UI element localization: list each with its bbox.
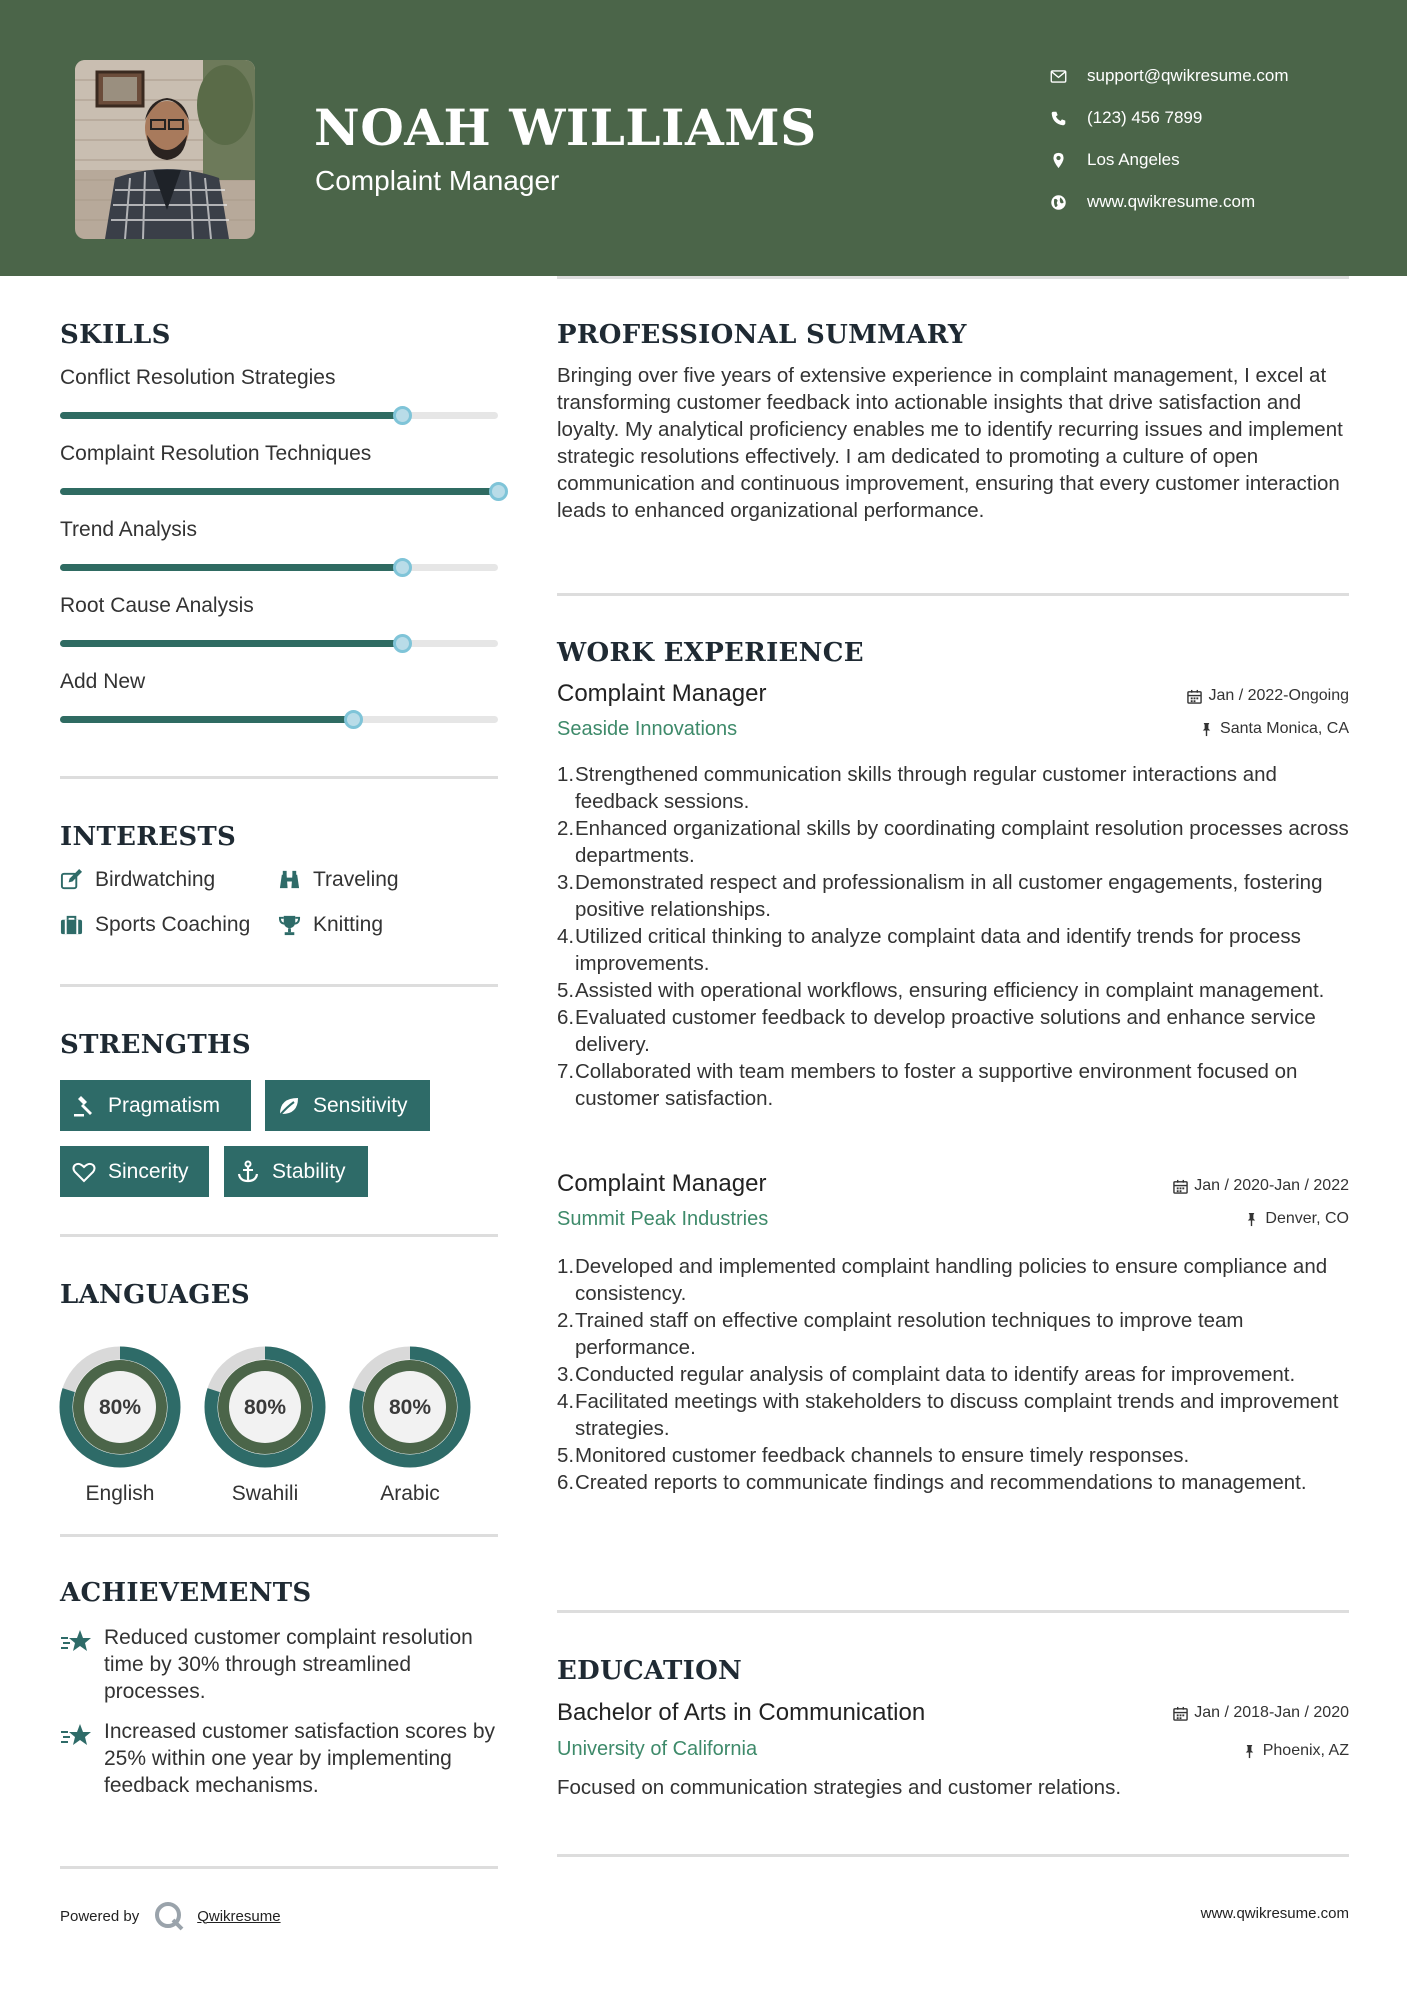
achievements-section (60, 1578, 498, 1818)
skill-bar (60, 716, 498, 723)
skills-divider (60, 776, 498, 779)
job-role: Complaint Manager (557, 1170, 767, 1197)
resume-header (0, 0, 1407, 276)
job-bullet: 2. Trained staff on effective complaint resolution techniques to improve team performance. (557, 1309, 1244, 1359)
footer-powered-by (60, 1900, 281, 1932)
education-dates-text: Jan / 2018-Jan / 2020 (1194, 1704, 1349, 1721)
achievement-item (60, 1624, 498, 1705)
language-ring (59, 1346, 181, 1468)
interests-section (60, 822, 498, 936)
strength-badge (224, 1146, 368, 1197)
achievements-divider (60, 1866, 498, 1869)
job-company: Seaside Innovations (557, 718, 738, 740)
strength-badge (60, 1146, 209, 1197)
achievements-title: ACHIEVEMENTS (60, 1578, 312, 1608)
job-bullet: 4. Utilized critical thinking to analyze complaint data and identify trends for process improvements. (557, 925, 1301, 975)
contact-location-text: Los Angeles (1087, 150, 1180, 169)
edit-icon (60, 869, 83, 892)
job-bullets (557, 1253, 1349, 1496)
strength-label: Sensitivity (313, 1093, 408, 1117)
education-title: EDUCATION (557, 1656, 743, 1686)
skill-name: Root Cause Analysis (60, 594, 254, 617)
education-section (557, 1656, 1349, 1799)
brand-link[interactable]: Qwikresume (197, 1907, 281, 1925)
education-location-text: Phoenix, AZ (1262, 1742, 1349, 1759)
briefcase-icon (60, 914, 83, 937)
qwikresume-logo-icon (153, 1900, 185, 1932)
job-location-text: Denver, CO (1265, 1210, 1349, 1227)
job-dates (1173, 1177, 1349, 1195)
contact-list (1050, 55, 1380, 223)
language-item (349, 1346, 471, 1506)
interest-label: Birdwatching (95, 868, 216, 891)
contact-email-text: support@qwikresume.com (1087, 66, 1289, 85)
languages-title: LANGUAGES (60, 1280, 250, 1310)
job-bullet: 3. Conducted regular analysis of complaint data to identify areas for improvement. (557, 1363, 1296, 1386)
job-role: Complaint Manager (557, 680, 767, 707)
pushpin-icon (1199, 722, 1214, 737)
language-percent: 80% (243, 1396, 287, 1419)
envelope-icon (1050, 68, 1087, 85)
strength-badge (265, 1080, 430, 1131)
job-dates (1187, 687, 1349, 705)
skill-name: Add New (60, 670, 146, 693)
map-pin-icon (1050, 152, 1087, 169)
experience-title: WORK EXPERIENCE (557, 638, 864, 668)
trophy-icon (278, 914, 301, 937)
strength-badge (60, 1080, 251, 1131)
strengths-divider (60, 1234, 498, 1237)
calendar-icon (1173, 1179, 1188, 1194)
experience-divider (557, 1610, 1349, 1613)
pushpin-icon (1244, 1212, 1259, 1227)
job-bullet: 3. Demonstrated respect and professionalism in all customer engagements, fostering positive relationships. (557, 871, 1323, 921)
contact-phone[interactable] (1050, 97, 1380, 139)
languages-divider (60, 1534, 498, 1537)
header-underline (557, 276, 1349, 279)
interests-title: INTERESTS (60, 822, 237, 852)
interest-label: Sports Coaching (95, 913, 251, 936)
achievement-text: Increased customer satisfaction scores by 25% within one year by implementing feedback mechanisms. (104, 1720, 496, 1797)
skill-item (60, 624, 498, 700)
job-location-text: Santa Monica, CA (1220, 720, 1349, 737)
skill-name: Complaint Resolution Techniques (60, 442, 372, 465)
globe-icon (1050, 194, 1087, 211)
summary-title: PROFESSIONAL SUMMARY (557, 320, 967, 350)
calendar-icon (1187, 689, 1202, 704)
strength-label: Pragmatism (108, 1093, 221, 1117)
education-location (1242, 1742, 1349, 1760)
interest-label: Traveling (313, 868, 399, 891)
job-bullet: 2. Enhanced organizational skills by coordinating complaint resolution processes across departments. (557, 817, 1349, 867)
contact-phone-text: (123) 456 7899 (1087, 108, 1203, 127)
job-bullet: 5. Assisted with operational workflows, ensuring efficiency in complaint management. (557, 979, 1325, 1002)
language-item (59, 1346, 181, 1506)
achievement-text: Reduced customer complaint resolution time by 30% through streamlined processes. (104, 1626, 473, 1703)
interest-label: Knitting (313, 913, 384, 936)
job-bullet: 6. Created reports to communicate findings and recommendations to management. (557, 1471, 1307, 1494)
contact-website-text: www.qwikresume.com (1087, 192, 1256, 211)
candidate-title: Complaint Manager (315, 165, 560, 196)
footer-url[interactable]: www.qwikresume.com (1200, 1905, 1349, 1922)
language-percent: 80% (98, 1396, 142, 1419)
job-entry (557, 680, 1349, 1110)
language-item (204, 1346, 326, 1506)
strength-label: Sincerity (108, 1159, 189, 1183)
job-entry (557, 1170, 1349, 1494)
education-description: Focused on communication strategies and customer relations. (557, 1776, 1122, 1799)
language-name: English (85, 1482, 155, 1505)
skill-item (60, 396, 498, 472)
skill-name: Trend Analysis (60, 518, 197, 541)
experience-section (557, 638, 1349, 1494)
contact-email[interactable] (1050, 55, 1380, 97)
candidate-name: NOAH WILLIAMS (314, 98, 817, 157)
skill-name: Conflict Resolution Strategies (60, 366, 336, 389)
calendar-icon (1173, 1706, 1188, 1721)
education-school: University of California (557, 1738, 758, 1760)
education-dates (1173, 1704, 1349, 1722)
job-bullet: 7. Collaborated with team members to foster a supportive environment focused on customer satisfaction. (557, 1060, 1298, 1110)
interest-item (278, 913, 383, 937)
job-bullet: 6. Evaluated customer feedback to develop proactive solutions and enhance service delivery. (557, 1006, 1316, 1056)
education-divider (557, 1854, 1349, 1857)
powered-by-label: Powered by (60, 1907, 140, 1925)
interests-divider (60, 984, 498, 987)
strengths-section (60, 1030, 498, 1200)
binoculars-icon (278, 869, 301, 892)
contact-location (1050, 139, 1380, 181)
job-bullet: 5. Monitored customer feedback channels to ensure timely responses. (557, 1444, 1190, 1467)
language-ring (349, 1346, 471, 1468)
summary-section (557, 320, 1349, 524)
summary-divider (557, 593, 1349, 596)
job-bullet: 1. Developed and implemented complaint handling policies to ensure compliance and consistency. (557, 1255, 1328, 1305)
job-company: Summit Peak Industries (557, 1208, 769, 1230)
gavel-icon (72, 1094, 96, 1118)
language-name: Arabic (380, 1482, 440, 1505)
languages-section (60, 1280, 498, 1505)
skill-bar-fill (60, 716, 353, 723)
achievement-item (60, 1718, 498, 1799)
skills-title: SKILLS (60, 320, 171, 350)
strengths-title: STRENGTHS (60, 1030, 251, 1060)
education-degree: Bachelor of Arts in Communication (557, 1699, 926, 1726)
job-bullet: 4. Facilitated meetings with stakeholders to discuss complaint trends and improvement strategies. (557, 1390, 1339, 1440)
language-percent: 80% (388, 1396, 432, 1419)
job-location (1244, 1210, 1349, 1228)
interest-item (60, 913, 250, 937)
skill-item (60, 320, 498, 396)
phone-icon (1050, 110, 1087, 127)
job-bullets (557, 761, 1349, 1112)
skills-section (60, 320, 498, 693)
leaf-icon (277, 1094, 301, 1118)
skill-item (60, 472, 498, 548)
contact-website[interactable] (1050, 181, 1380, 223)
job-dates-text: Jan / 2022-Ongoing (1208, 687, 1349, 704)
interest-item (60, 868, 215, 892)
star-award-icon (60, 1628, 92, 1658)
star-award-icon (60, 1722, 92, 1752)
skill-item (60, 548, 498, 624)
profile-photo (75, 60, 255, 239)
heart-icon (72, 1160, 96, 1184)
summary-text: Bringing over five years of extensive experience in complaint management, I excel at transforming customer feedback into actionable insights that drive satisfaction and loyalty. My analytical proficiency enables me to identify recurring issues and implement strategic resolutions effectively. I am dedicated to promoting a culture of open communication and continuous improvement, ensuring that every customer interaction leads to enhanced organizational performance. (557, 364, 1343, 522)
language-name: Swahili (231, 1482, 299, 1505)
interest-item (278, 868, 399, 892)
language-ring (204, 1346, 326, 1468)
job-dates-text: Jan / 2020-Jan / 2022 (1194, 1177, 1349, 1194)
skill-bar-knob (344, 710, 363, 729)
job-bullet: 1. Strengthened communication skills through regular customer interactions and feedback sessions. (557, 763, 1277, 813)
job-location (1199, 720, 1349, 738)
anchor-icon (236, 1160, 260, 1184)
pushpin-icon (1242, 1744, 1257, 1759)
strength-label: Stability (272, 1159, 346, 1183)
